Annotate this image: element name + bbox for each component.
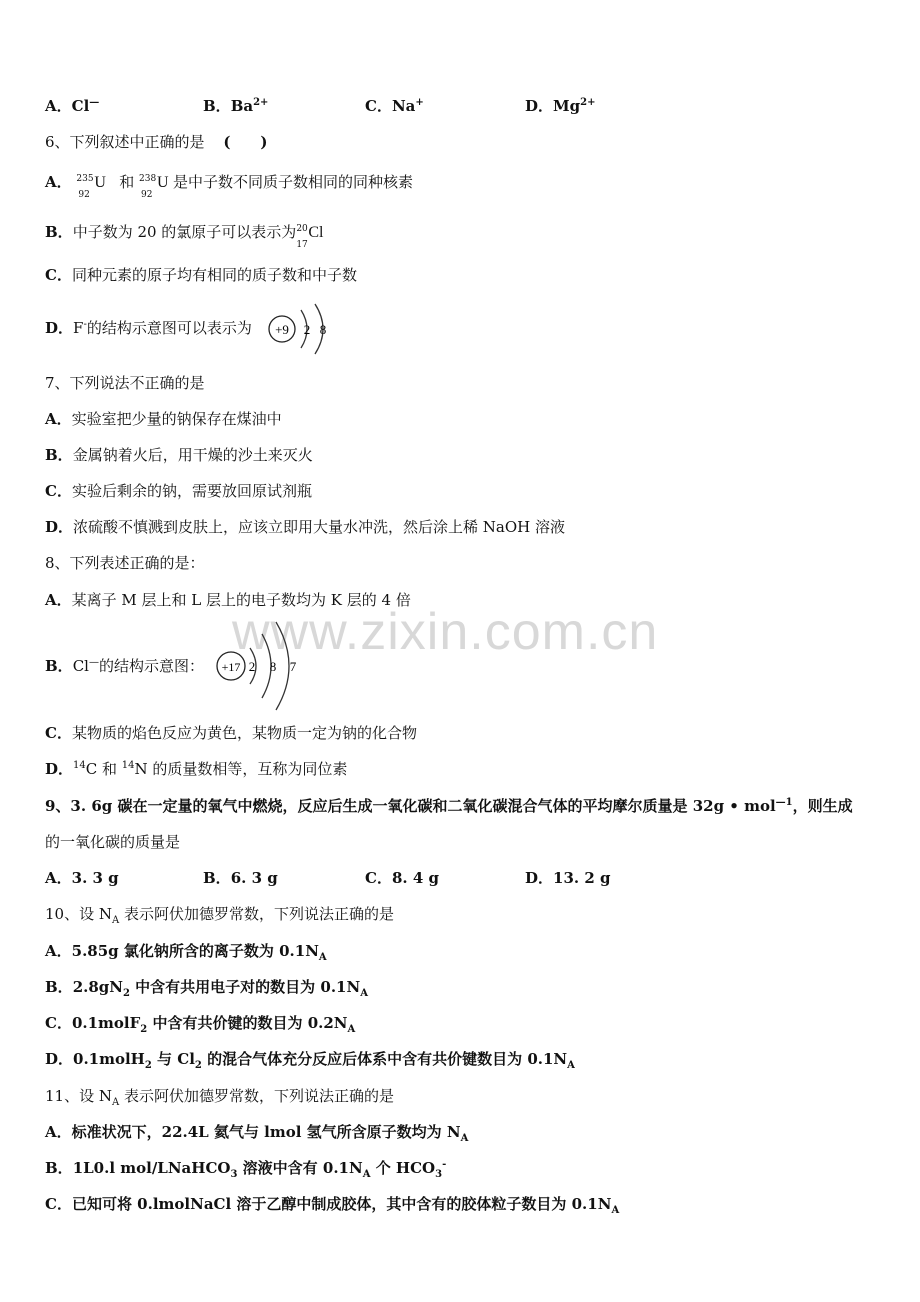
subscript: 2: [122, 988, 130, 999]
fluoride-structure-diagram: [265, 300, 335, 360]
option-text: 实验后剩余的钠，需要放回原试剂瓶: [71, 482, 312, 500]
option-letter: A．: [45, 1123, 72, 1141]
mass-number: 20: [296, 224, 308, 234]
shell3-electrons: 7: [289, 659, 297, 674]
q9-option-c[interactable]: [365, 868, 439, 888]
question-stem: 9、3. 6g 碳在一定量的氧气中燃烧，反应后生成一氧化碳和二氧化碳混合气体的平均摩尔质量是 32g • mol: [45, 797, 776, 815]
option-text: 1L0.l mol/LNaHCO: [72, 1159, 231, 1177]
q10-option-b[interactable]: [45, 977, 368, 997]
subscript: 3: [435, 1169, 443, 1180]
option-text: 3. 3 g: [71, 869, 119, 887]
question-stem: 6、下列叙述中正确的是: [45, 133, 205, 151]
option-letter: C．: [365, 97, 392, 115]
q5-option-a[interactable]: [45, 96, 99, 116]
q11-stem: [45, 1086, 394, 1106]
shell1-electrons: 2: [248, 659, 256, 674]
option-letter: A．: [45, 942, 72, 960]
option-text: 某物质的焰色反应为黄色，某物质一定为钠的化合物: [71, 724, 417, 742]
option-text: 0.1molF: [71, 1014, 141, 1032]
option-text-mid: 中含有共用电子对的数目为 0.1N: [129, 978, 361, 996]
option-letter: B．: [45, 978, 73, 996]
option-text: F: [73, 319, 84, 337]
option-letter: D．: [45, 760, 74, 778]
option-letter: A．: [45, 173, 72, 191]
atomic-number: 92: [141, 190, 153, 200]
option-text: 实验室把少量的钠保存在煤油中: [71, 410, 282, 428]
q5-options: [45, 96, 845, 118]
q11-option-b[interactable]: [45, 1158, 446, 1178]
shell2-electrons: 8: [319, 322, 327, 337]
and-word: 和: [119, 173, 135, 191]
option-text: 2.8gN: [72, 978, 123, 996]
q9-option-a[interactable]: [45, 868, 119, 888]
q6-option-b[interactable]: [45, 222, 336, 250]
q11-option-a[interactable]: [45, 1122, 468, 1142]
q10-option-a[interactable]: [45, 941, 327, 961]
option-text: Cl: [71, 97, 90, 115]
subscript: 2: [140, 1024, 148, 1035]
unit-sup: —1: [775, 797, 793, 808]
mass-number: 238: [139, 174, 157, 184]
q9-stem-line2: [45, 832, 180, 852]
option-text-mid: 个 HCO: [370, 1159, 436, 1177]
q8-stem: [45, 553, 205, 573]
option-letter: D．: [45, 518, 74, 536]
shell1-electrons: 2: [303, 322, 311, 337]
option-letter: D．: [525, 869, 554, 887]
option-text-tail: 的结构示意图：: [98, 657, 204, 675]
option-letter: B．: [203, 97, 231, 115]
option-letter: C．: [45, 266, 72, 284]
option-text: 0.1molH: [73, 1050, 145, 1068]
shell-arc-3: [276, 622, 289, 710]
q7-option-c[interactable]: [45, 481, 312, 501]
option-letter: A．: [45, 591, 72, 609]
option-text: 标准状况下，22.4L 氦气与 lmol 氢气所含原子数均为 N: [71, 1123, 461, 1141]
q10-option-d[interactable]: [45, 1049, 575, 1069]
element-symbol: U: [94, 174, 106, 191]
element-symbol: U: [157, 174, 169, 191]
option-letter: B．: [45, 657, 73, 675]
q6-option-a[interactable]: [45, 172, 414, 200]
option-text: 已知可将 0.lmolNaCl 溶于乙醇中制成胶体，其中含有的胶体粒子数目为 0.1N: [71, 1195, 612, 1213]
nucleus-charge: +17: [221, 660, 241, 674]
q8-option-d[interactable]: [45, 759, 347, 779]
option-letter: C．: [45, 482, 72, 500]
q7-option-a[interactable]: [45, 409, 282, 429]
subscript: A: [611, 1205, 620, 1216]
q11-option-c[interactable]: [45, 1194, 619, 1214]
option-letter: C．: [365, 869, 392, 887]
option-letter: B．: [45, 223, 73, 241]
option-text: 是中子数不同质子数相同的同种核素: [173, 173, 414, 191]
option-text: 13. 2 g: [553, 869, 611, 887]
subscript: A: [362, 1169, 371, 1180]
atomic-number: 92: [78, 190, 90, 200]
option-text: 中子数为 20 的氯原子可以表示为: [72, 223, 297, 241]
nuclide-u238: [139, 173, 173, 200]
charge-sup: +: [415, 97, 424, 108]
nucleus-charge: +9: [275, 322, 289, 337]
option-letter: A．: [45, 410, 72, 428]
option-text-mid: 的混合气体充分反应后体系中含有共价键数目为 0.1N: [201, 1050, 568, 1068]
charge-sup: 2+: [580, 97, 596, 108]
q5-option-b[interactable]: [203, 96, 268, 116]
chloride-structure-diagram: [214, 620, 304, 715]
shell2-electrons: 8: [269, 659, 277, 674]
option-letter: A．: [45, 97, 72, 115]
option-text: Cl: [72, 657, 89, 675]
option-letter: D．: [525, 97, 554, 115]
question-stem: 10、设 N: [45, 905, 112, 923]
charge-sup: 2+: [253, 97, 269, 108]
option-text-tail: 的结构示意图可以表示为: [86, 319, 252, 337]
question-stem-tail: 表示阿伏加德罗常数，下列说法正确的是: [119, 1087, 394, 1105]
option-letter: B．: [45, 446, 73, 464]
atomic-number: 17: [296, 240, 308, 250]
subscript: A: [111, 915, 120, 926]
q7-option-b[interactable]: [45, 445, 313, 465]
question-stem-tail: ，则生成: [792, 797, 853, 815]
q9-option-b[interactable]: [203, 868, 278, 888]
question-stem: 7、下列说法不正确的是: [45, 374, 205, 392]
subscript: 2: [194, 1060, 202, 1071]
subscript: A: [460, 1133, 469, 1144]
option-letter: C．: [45, 1014, 72, 1032]
option-letter: A．: [45, 869, 72, 887]
mass-sup: 14: [121, 760, 135, 771]
answer-paren: ( ): [223, 133, 268, 151]
option-text: 5.85g 氯化钠所含的离子数为 0.1N: [71, 942, 319, 960]
option-text: 6. 3 g: [230, 869, 278, 887]
question-stem-tail: 表示阿伏加德罗常数，下列说法正确的是: [119, 905, 394, 923]
subscript: A: [360, 988, 368, 999]
option-text-tail: 的质量数相等，互称为同位素: [147, 760, 348, 778]
question-stem: 8、下列表述正确的是：: [45, 554, 205, 572]
option-text: Ba: [230, 97, 254, 115]
question-stem: 11、设 N: [45, 1087, 112, 1105]
q6-option-d[interactable]: [45, 318, 252, 338]
q5-option-d[interactable]: [525, 96, 595, 116]
q6-stem: [45, 132, 268, 152]
option-text: Mg: [553, 97, 581, 115]
q9-option-d[interactable]: [525, 868, 610, 888]
option-text: Na: [391, 97, 416, 115]
option-letter: B．: [203, 869, 231, 887]
element-symbol: C: [85, 760, 98, 778]
and-word: 和: [97, 760, 122, 778]
subscript: A: [347, 1024, 356, 1035]
watermark: www.zixin.com.cn: [232, 603, 659, 661]
q10-stem: [45, 904, 394, 924]
q9-stem-line1: [45, 796, 853, 816]
element-symbol: N: [134, 760, 148, 778]
option-text: 金属钠着火后，用干燥的沙土来灭火: [72, 446, 313, 464]
option-text: 某离子 M 层上和 L 层上的电子数均为 K 层的 4 倍: [71, 591, 411, 609]
q8-option-b[interactable]: [45, 656, 204, 676]
nuclide-u235: [76, 173, 110, 200]
option-letter: D．: [45, 1050, 74, 1068]
subscript: A: [111, 1097, 120, 1108]
option-text-mid: 溶液中含有 0.1N: [237, 1159, 363, 1177]
q9-options: [45, 868, 845, 890]
option-text: 浓硫酸不慎溅到皮肤上，应该立即用大量水冲洗，然后涂上稀 NaOH 溶液: [73, 518, 566, 536]
option-text: 8. 4 g: [391, 869, 439, 887]
option-text-mid: 中含有共价键的数目为 0.2N: [147, 1014, 348, 1032]
subscript: 2: [144, 1060, 152, 1071]
subscript: A: [567, 1060, 575, 1071]
subscript: A: [318, 952, 327, 963]
option-text: 同种元素的原子均有相同的质子数和中子数: [71, 266, 357, 284]
q8-option-a[interactable]: [45, 590, 411, 610]
mass-sup: 14: [73, 760, 86, 771]
nuclide-cl: [296, 223, 336, 250]
charge-sup: —: [89, 97, 100, 108]
element-symbol: Cl: [308, 224, 324, 241]
option-letter: D．: [45, 319, 74, 337]
option-text-mid: 与 Cl: [151, 1050, 195, 1068]
q10-option-c[interactable]: [45, 1013, 355, 1033]
mass-number: 235: [76, 174, 94, 184]
q5-option-c[interactable]: [365, 96, 424, 116]
subscript: 3: [230, 1169, 238, 1180]
q6-option-c[interactable]: [45, 265, 357, 285]
charge-sup: -: [442, 1159, 447, 1170]
option-letter: C．: [45, 1195, 72, 1213]
q8-option-c[interactable]: [45, 723, 417, 743]
question-stem-cont: 的一氧化碳的质量是: [45, 833, 181, 851]
charge-sup: -: [83, 319, 87, 330]
option-letter: B．: [45, 1159, 73, 1177]
q7-option-d[interactable]: [45, 517, 565, 537]
option-letter: C．: [45, 724, 72, 742]
q7-stem: [45, 373, 205, 393]
charge-sup: —: [88, 657, 99, 668]
